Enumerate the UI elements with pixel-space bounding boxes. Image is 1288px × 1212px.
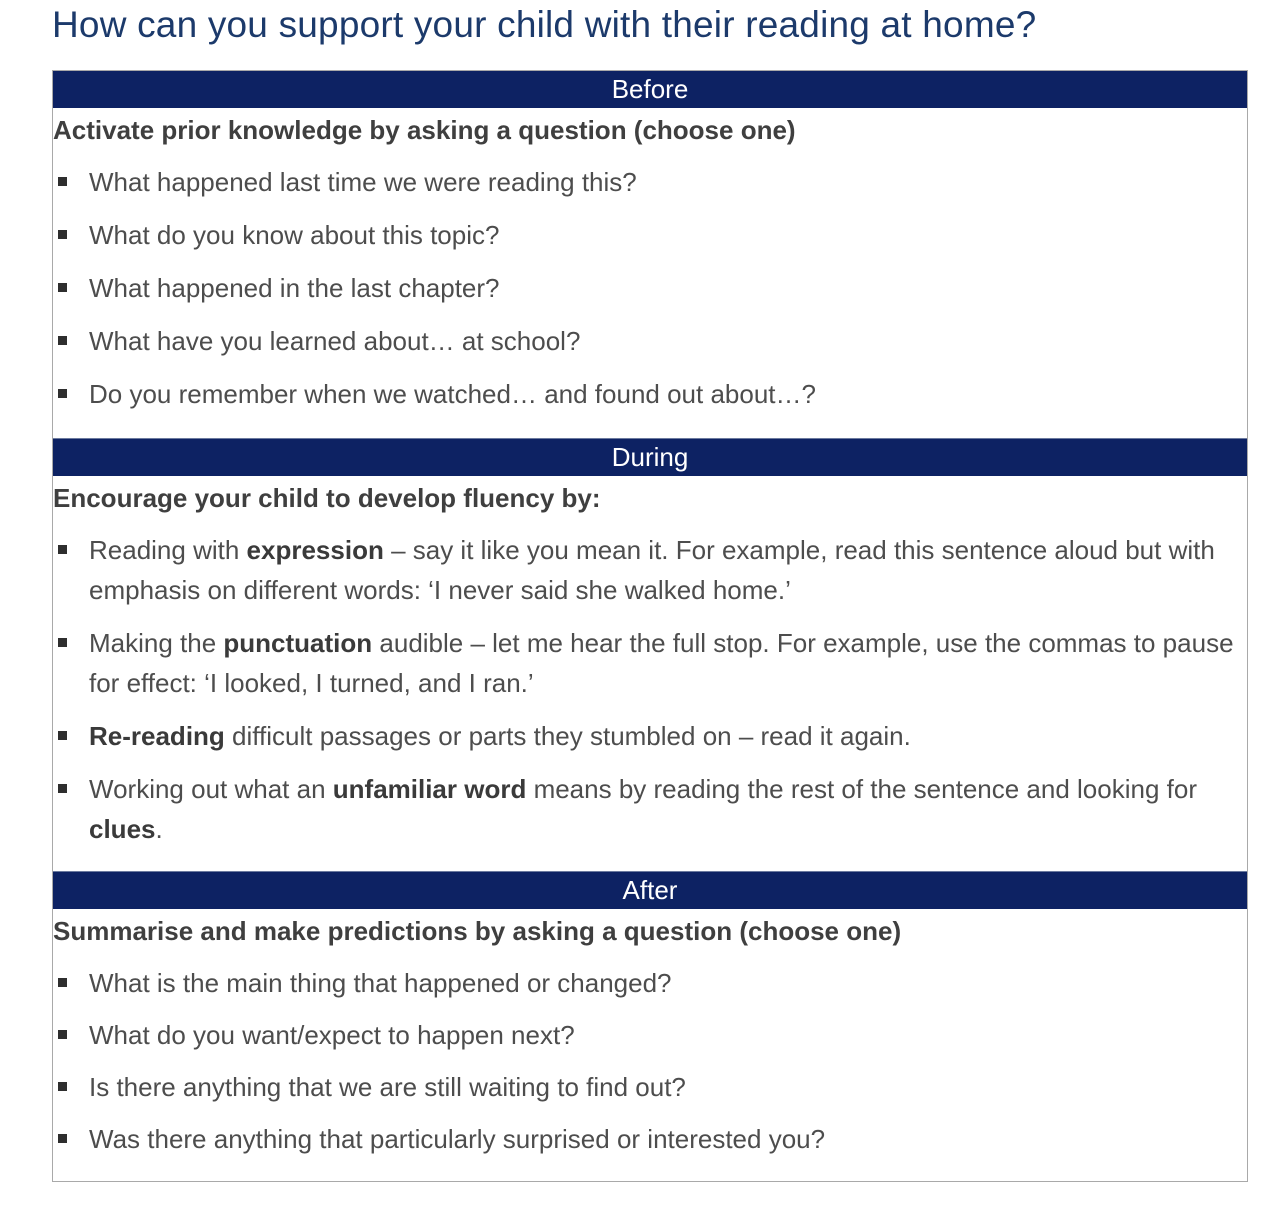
list-item-text-post: difficult passages or parts they stumbled on – read it again. xyxy=(224,721,911,751)
list-item xyxy=(53,1015,1247,1067)
square-bullet-icon xyxy=(58,1134,67,1143)
list-item xyxy=(53,215,1247,268)
square-bullet-icon xyxy=(58,784,67,793)
square-bullet-icon xyxy=(58,283,67,292)
list-item xyxy=(53,530,1247,610)
list-item-emphasis-2: clues xyxy=(89,814,156,844)
list-item xyxy=(53,769,1247,849)
list-item-text: Was there anything that particularly surprised or interested you? xyxy=(89,1124,826,1154)
list-item xyxy=(53,1119,1247,1171)
square-bullet-icon xyxy=(58,638,67,647)
list-item-text: Is there anything that we are still waiting to find out? xyxy=(89,1072,686,1102)
list-item-emphasis: punctuation xyxy=(223,628,373,658)
list-item-emphasis: Re-reading xyxy=(89,721,225,751)
section-header-during: During xyxy=(53,438,1247,476)
list-item-text-post: means by reading the rest of the sentence and looking for xyxy=(526,774,1197,804)
list-item-text: What is the main thing that happened or changed? xyxy=(89,968,672,998)
list-item-text-pre: Working out what an xyxy=(89,774,333,804)
page-title: How can you support your child with their reading at home? xyxy=(52,4,1037,45)
list-item xyxy=(53,321,1247,374)
list-item xyxy=(53,374,1247,427)
list-item-text-pre: Making the xyxy=(89,628,224,658)
square-bullet-icon xyxy=(58,336,67,345)
list-item-emphasis: unfamiliar word xyxy=(332,774,527,804)
section-body-after xyxy=(53,909,1247,1171)
after-list xyxy=(53,963,1247,1171)
square-bullet-icon xyxy=(58,731,67,740)
list-item xyxy=(53,623,1247,703)
during-intro: Encourage your child to develop fluency by: xyxy=(53,483,601,513)
before-intro: Activate prior knowledge by asking a question (choose one) xyxy=(53,115,796,145)
square-bullet-icon xyxy=(58,545,67,554)
list-item-text: What do you want/expect to happen next? xyxy=(89,1020,575,1050)
list-item-text-pre: Reading with xyxy=(89,535,247,565)
list-item-text-post: audible – let me hear the full stop. For example, use the commas to pause for effect: ‘I looked, I turned, and I ran.’ xyxy=(89,628,1234,698)
square-bullet-icon xyxy=(58,1082,67,1091)
square-bullet-icon xyxy=(58,230,67,239)
square-bullet-icon xyxy=(58,177,67,186)
before-list xyxy=(53,162,1247,427)
square-bullet-icon xyxy=(58,389,67,398)
section-header-before: Before xyxy=(53,71,1247,108)
reading-support-table xyxy=(52,70,1248,1182)
square-bullet-icon xyxy=(58,978,67,987)
list-item-text: What do you know about this topic? xyxy=(89,220,500,250)
list-item-text-post-2: . xyxy=(155,814,163,844)
list-item-text-post: – say it like you mean it. For example, read this sentence aloud but with emphasis on different words: ‘I never said she walked home.’ xyxy=(89,535,1215,605)
list-item xyxy=(53,716,1247,756)
list-item-text: Do you remember when we watched… and found out about…? xyxy=(89,379,816,409)
list-item xyxy=(53,1067,1247,1119)
list-item-text: What happened in the last chapter? xyxy=(89,273,500,303)
section-header-after: After xyxy=(53,871,1247,909)
list-item xyxy=(53,268,1247,321)
section-body-during xyxy=(53,476,1247,871)
list-item-emphasis: expression xyxy=(246,535,384,565)
during-list xyxy=(53,530,1247,849)
section-body-before xyxy=(53,108,1247,438)
after-intro: Summarise and make predictions by asking a question (choose one) xyxy=(53,916,902,946)
list-item-text: What have you learned about… at school? xyxy=(89,326,581,356)
square-bullet-icon xyxy=(58,1030,67,1039)
list-item xyxy=(53,162,1247,215)
list-item-text: What happened last time we were reading this? xyxy=(89,167,637,197)
list-item xyxy=(53,963,1247,1015)
